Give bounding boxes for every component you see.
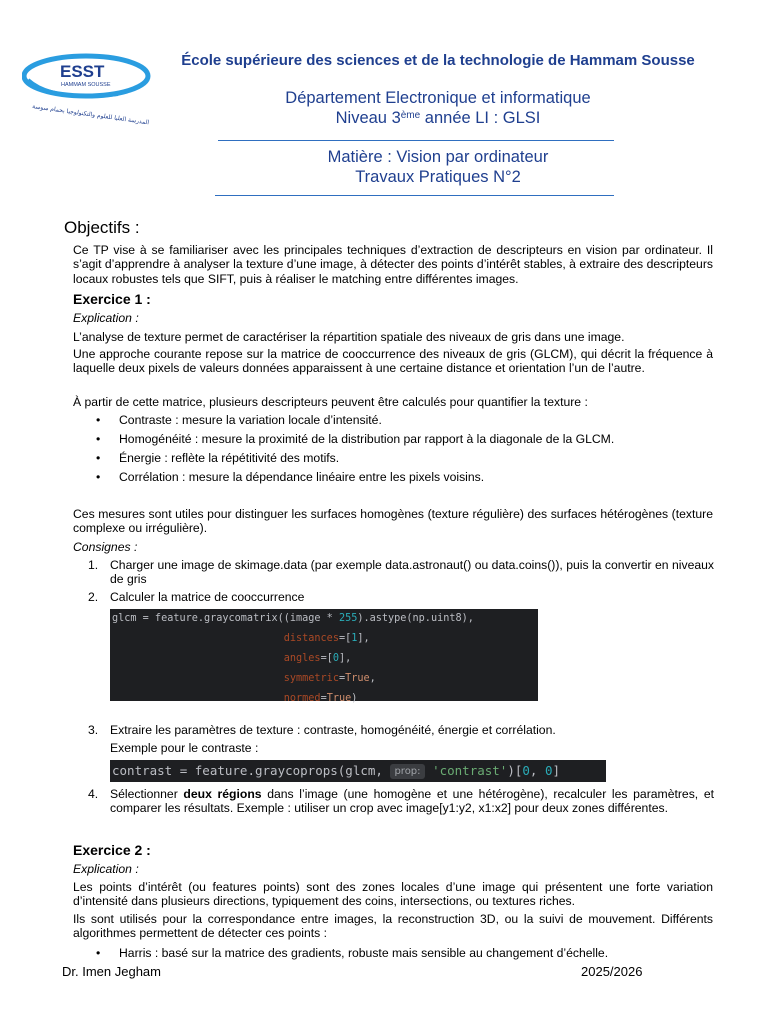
exercise2-explication-label: Explication : [73, 862, 139, 876]
objectives-text: Ce TP vise à se familiariser avec les principales techniques d’extraction de descripteurs en vision par ordinateur. Il s’agit d’apprendre à analyser la texture d’une image, à détecter des points d’intérêt stables, à extraire des descripteurs locaux robustes tels que SIFT, puis à réaliser le matching entre différentes images. [73, 243, 713, 286]
level-prefix: Niveau 3 [335, 109, 401, 127]
step-text-bold: deux régions [183, 787, 262, 801]
footer-year: 2025/2026 [581, 964, 643, 979]
exercise1-p4: Ces mesures sont utiles pour distinguer les surfaces homogènes (texture régulière) des surfaces hétérogènes (texture complexe ou irrégulière). [73, 507, 713, 536]
bullet-text: Énergie : reflète la répétitivité des motifs. [119, 451, 340, 465]
bullet-text: Corrélation : mesure la dépendance linéaire entre les pixels voisins. [119, 470, 485, 484]
step-text: Calculer la matrice de cooccurrence [110, 590, 305, 604]
step-text [110, 787, 714, 816]
bullet-text: Harris : basé sur la matrice des gradients, robuste mais sensible au changement d’échelle. [119, 946, 609, 960]
step-text-before: Sélectionner [110, 787, 184, 801]
code-text: = [320, 693, 327, 704]
exercise1-p1: L’analyse de texture permet de caractériser la répartition spatiale des niveaux de gris dans une image. [73, 330, 625, 344]
list-item [96, 470, 706, 484]
level-suffix: année LI : GLSI [420, 109, 541, 127]
exercise2-p1: Les points d’intérêt (ou features points) sont des zones locales d’une image qui présentent une forte variation d’intensité dans plusieurs directions, typiquement des coins, intersections, ou textures riches. [73, 880, 713, 909]
exercise2-p2: Ils sont utilisés pour la correspondance entre images, la reconstruction 3D, ou la suivi de mouvement. Différents algorithmes permettent de détecter ces points : [73, 912, 713, 941]
list-item [96, 451, 706, 465]
bullet-text: Homogénéité : mesure la proximité de la distribution par rapport à la diagonale de la GLCM. [119, 432, 615, 446]
list-item [96, 946, 706, 960]
code-text: contrast = feature.graycoprops(glcm, [112, 763, 391, 778]
code-const: True [326, 693, 352, 704]
level-line [178, 108, 698, 128]
step-text-after: dans l’image (une homogène et une hétérogène), recalculer les paramètres, et comparer les résultats. Exemple : utiliser un crop avec image[y1:y2, x1:x2] pour deux zones différentes. [110, 787, 714, 816]
code-block-graycomatrix [110, 609, 538, 704]
code-text: =[ [338, 633, 352, 644]
bullet-icon: • [96, 413, 101, 427]
bullet-text: Contraste : mesure la variation locale d’intensité. [119, 413, 382, 427]
code-number: 1 [351, 633, 358, 644]
exercise1-p3: À partir de cette matrice, plusieurs descripteurs peuvent être calculés pour quantifier la texture : [73, 395, 588, 409]
list-item [96, 432, 706, 446]
code-text: =[ [320, 653, 333, 664]
bullet-icon: • [96, 451, 101, 465]
code-string: 'contrast' [432, 763, 508, 778]
bullet-icon: • [96, 470, 101, 484]
exercise2-title: Exercice 2 : [73, 842, 151, 858]
step-text: Extraire les paramètres de texture : contraste, homogénéité, énergie et corrélation. [110, 723, 556, 737]
code-number: 0 [522, 763, 530, 778]
step-number: 4. [88, 787, 99, 801]
step-2 [88, 590, 714, 604]
code-param: symmetric [283, 673, 339, 684]
tp-line: Travaux Pratiques N°2 [355, 168, 521, 186]
step-number: 1. [88, 558, 99, 572]
code-text: )[ [507, 763, 523, 778]
code-param: angles [283, 653, 321, 664]
code-number: 0 [332, 653, 339, 664]
step-number: 3. [88, 723, 99, 737]
code-text: , [529, 763, 545, 778]
footer-author: Dr. Imen Jegham [62, 964, 161, 979]
code-const: True [345, 673, 370, 684]
exercise1-consignes-label: Consignes : [73, 540, 138, 554]
code-number: 0 [544, 763, 553, 778]
exercise1-p2: Une approche courante repose sur la matrice de cooccurrence des niveaux de gris (GLCM), qui décrit la fréquence à laquelle deux pixels de valeurs données apparaissent à une certaine distance et orientation l’un de l’autre. [73, 347, 713, 376]
exercise1-explication-label: Explication : [73, 311, 139, 325]
bullet-icon: • [96, 432, 101, 446]
bullet-icon: • [96, 946, 101, 960]
subject-line: Matière : Vision par ordinateur [327, 148, 549, 166]
code-number: 255 [338, 613, 358, 624]
step-1 [88, 558, 714, 587]
department-name: Département Electronique et informatique [285, 89, 591, 107]
code-param: normed [283, 693, 321, 704]
header-rule-bottom [215, 195, 614, 196]
param-hint: prop: [390, 764, 424, 779]
step-number: 2. [88, 590, 99, 604]
logo-subtext: HAMMAM SOUSSE [61, 82, 111, 88]
code-text: glcm = feature.graycomatrix((image * [112, 613, 339, 624]
level-sup: ème [400, 110, 421, 121]
code-text: , [369, 673, 376, 684]
list-item [96, 413, 706, 427]
code-text: ).astype(np.uint8), [357, 613, 474, 624]
example-label: Exemple pour le contraste : [110, 741, 259, 755]
code-param: distances [283, 633, 339, 644]
school-name: École supérieure des sciences et de la technologie de Hammam Sousse [181, 52, 695, 69]
code-text: ) [351, 693, 358, 704]
objectives-title: Objectifs : [64, 218, 140, 237]
code-text: ] [552, 763, 561, 778]
logo-arabic: المدرسة العليا للعلوم والتكنولوجيا بحمام سوسة [31, 103, 150, 126]
step-text: Charger une image de skimage.data (par exemple data.astronaut() ou data.coins()), puis la convertir en niveaux de gris [110, 558, 714, 587]
code-text: = [338, 673, 346, 684]
step-4 [88, 787, 714, 816]
esst-logo [22, 50, 158, 126]
logo-text: ESST [60, 62, 105, 81]
step-3 [88, 723, 714, 737]
code-block-graycoprops [110, 760, 606, 782]
code-text: ], [357, 633, 370, 644]
header-rule-top [218, 140, 614, 141]
code-text: ], [338, 653, 352, 664]
exercise1-title: Exercice 1 : [73, 291, 151, 307]
